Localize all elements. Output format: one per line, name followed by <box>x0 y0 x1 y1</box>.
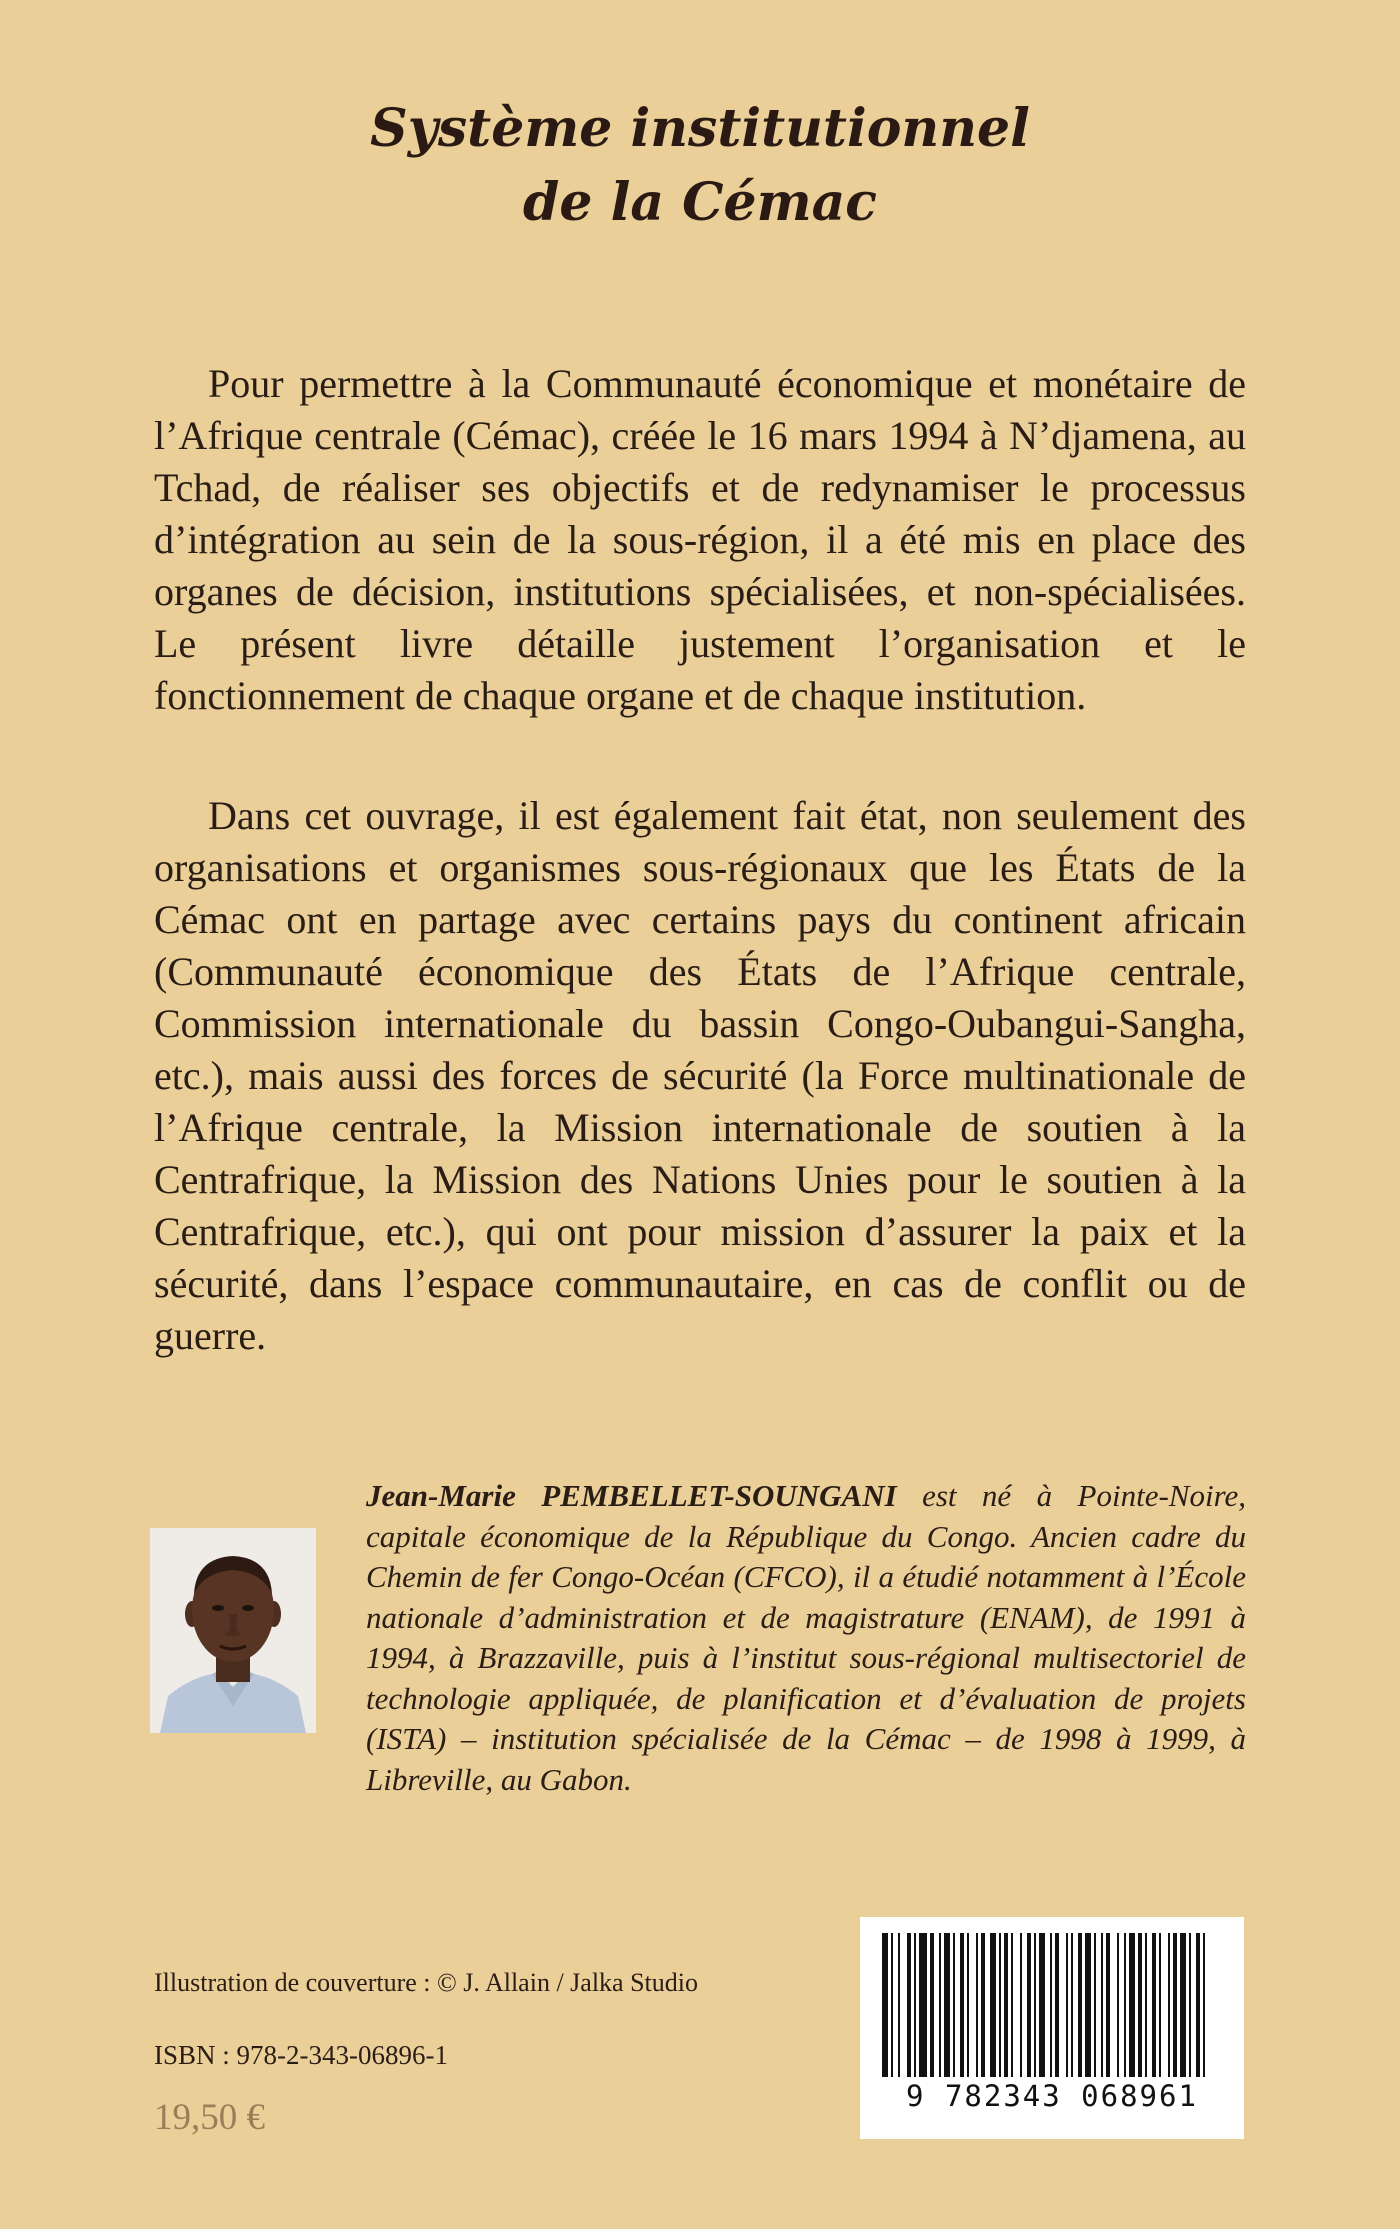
summary-paragraph-2-text: Dans cet ouvrage, il est également fait état, non seulement des organisations et organismes sous-régionaux que les États de la Cémac ont en partage avec certains pays du continent africain (Communauté économique des États de l’Afrique centrale, Commission internationale du bassin Congo-Oubangui-Sangha, etc.), mais aussi des forces de sécurité (la Force multinationale de l’Afrique centrale, la Mission internationale de soutien à la Centrafrique, la Mission des Nations Unies pour le soutien à la Centrafrique, etc.), qui ont pour mission d’assurer la paix et la sécurité, dans l’espace communautaire, en cas de conflit ou de guerre. <box>154 793 1246 1358</box>
price-label: 19,50 € <box>154 2097 265 2138</box>
barcode-bar <box>1055 1933 1059 2077</box>
barcode-bar <box>976 1933 978 2077</box>
barcode-bar <box>1138 1933 1142 2077</box>
barcode <box>860 1917 1244 2139</box>
barcode-bar <box>1159 1933 1161 2077</box>
barcode-bar <box>1196 1933 1200 2077</box>
barcode-bar <box>919 1933 927 2077</box>
barcode-bar <box>1027 1933 1031 2077</box>
barcode-bar <box>999 1933 1001 2077</box>
barcode-bar <box>930 1933 934 2077</box>
summary-paragraph-2 <box>154 790 1246 1362</box>
barcode-bar <box>891 1933 893 2077</box>
barcode-bar <box>960 1933 964 2077</box>
barcode-digits: 9 782343 068961 <box>906 2079 1198 2113</box>
title-line-2: de la Cémac <box>523 172 877 233</box>
barcode-bar <box>1203 1933 1205 2077</box>
author-photo <box>150 1528 316 1733</box>
barcode-bar <box>1050 1933 1052 2077</box>
barcode-bar <box>1189 1933 1191 2077</box>
book-title <box>0 92 1400 240</box>
barcode-bar <box>953 1933 955 2077</box>
title-line-1: Système institutionnel <box>370 98 1030 159</box>
summary-paragraph-1-text: Pour permettre à la Communauté économique et monétaire de l’Afrique centrale (Cémac), créée le 16 mars 1994 à N’djamena, au Tchad, de réaliser ses objectifs et de redynamiser le processus d’intégration au sein de la sous-région, il a été mis en place des organes de décision, institutions spécialisées, et non-spécialisées. Le présent livre détaille justement l’organisation et le fonctionnement de chaque organe et de chaque institution. <box>154 361 1246 718</box>
barcode-bar <box>1085 1933 1091 2077</box>
barcode-bar <box>882 1933 888 2077</box>
barcode-bar <box>1173 1933 1177 2077</box>
barcode-bar <box>1106 1933 1110 2077</box>
author-bio-body: est né à Pointe-Noire, capitale économique de la République du Congo. Ancien cadre du Chemin de fer Congo-Océan (CFCO), il a étudié notamment à l’École nationale d’administration et de magistrature (ENAM), de 1991 à 1994, à Brazzaville, puis à l’institut sous-régional multisectoriel de technologie appliquée, de planification et d’évaluation de projets (ISTA) – institution spécialisée de la Cémac – de 1998 à 1999, à Libreville, au Gabon. <box>366 1478 1246 1797</box>
barcode-bar <box>1117 1933 1119 2077</box>
cover-illustration-credit: Illustration de couverture : © J. Allain / Jalka Studio <box>154 1968 698 1997</box>
barcode-bar <box>1101 1933 1103 2077</box>
barcode-bar <box>1078 1933 1082 2077</box>
barcode-bar <box>1094 1933 1096 2077</box>
author-bio <box>366 1476 1246 1800</box>
barcode-bar <box>914 1933 916 2077</box>
barcode-bar <box>944 1933 950 2077</box>
barcode-bar <box>1145 1933 1147 2077</box>
author-name: Jean-Marie PEMBELLET-SOUNGANI <box>366 1478 897 1513</box>
barcode-bar <box>1020 1933 1022 2077</box>
barcode-bar <box>981 1933 985 2077</box>
barcode-bar <box>1004 1933 1008 2077</box>
barcode-bar <box>1066 1933 1068 2077</box>
barcode-bar <box>1034 1933 1036 2077</box>
barcode-bar <box>990 1933 996 2077</box>
author-bio-text <box>366 1476 1246 1800</box>
barcode-bar <box>1124 1933 1126 2077</box>
barcode-bar <box>1180 1933 1186 2077</box>
barcode-bar <box>1071 1933 1073 2077</box>
barcode-bar <box>898 1933 900 2077</box>
barcode-bar <box>1039 1933 1045 2077</box>
barcode-bars-icon <box>878 1933 1226 2077</box>
barcode-bar <box>1152 1933 1156 2077</box>
summary-paragraph-1 <box>154 358 1246 722</box>
barcode-bar <box>967 1933 969 2077</box>
barcode-bar <box>1168 1933 1170 2077</box>
author-portrait-icon <box>150 1528 316 1733</box>
barcode-bar <box>1011 1933 1013 2077</box>
isbn-label: ISBN : 978-2-343-06896-1 <box>154 2040 448 2070</box>
barcode-bar <box>907 1933 911 2077</box>
barcode-bar <box>939 1933 941 2077</box>
barcode-bar <box>1129 1933 1135 2077</box>
